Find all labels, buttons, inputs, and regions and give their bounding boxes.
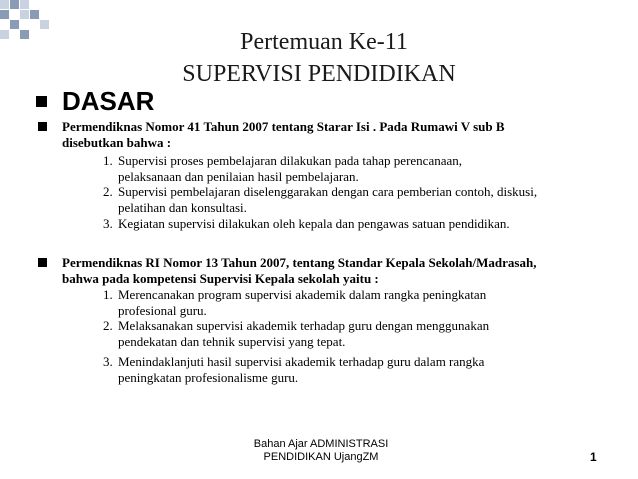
bullet2-item: 1. Merencanakan program supervisi akademik dalam rangka peningkatan profesional guru.: [103, 287, 487, 318]
square-bullet-icon: [38, 258, 47, 267]
square-bullet-icon: [36, 96, 47, 107]
bullet1-item: 1. Supervisi proses pembelajaran dilakukan pada tahap perencanaan, pelaksanaan dan penilaian hasil pembelajaran.: [103, 153, 462, 184]
slide-title-line2: SUPERVISI PENDIDIKAN: [182, 61, 456, 87]
bullet2-item: 2. Melaksanakan supervisi akademik terhadap guru dengan menggunakan pendekatan dan tehnik supervisi yang tepat.: [103, 318, 490, 349]
bullet2-item: 3. Menindaklanjuti hasil supervisi akademik terhadap guru dalam rangka peningkatan profesionalisme guru.: [103, 354, 485, 385]
page-number: 1: [590, 450, 597, 464]
bullet1-item: 3. Kegiatan supervisi dilakukan oleh kepala dan pengawas satuan pendidikan.: [103, 216, 510, 231]
slide-footer: Bahan Ajar ADMINISTRASI PENDIDIKAN UjangZM: [253, 438, 389, 463]
bullet2-text: Permendiknas RI Nomor 13 Tahun 2007, tentang Standar Kepala Sekolah/Madrasah, bahwa pada kompetensi Supervisi Kepala sekolah yaitu :: [62, 255, 537, 286]
slide-title-line1: Pertemuan Ke-11: [240, 29, 408, 55]
section-heading: DASAR: [62, 86, 155, 116]
bullet1-text: Permendiknas Nomor 41 Tahun 2007 tentang Starar Isi . Pada Rumawi V sub B disebutkan bahwa :: [62, 119, 505, 150]
bullet1-item: 2. Supervisi pembelajaran diselenggarakan dengan cara pemberian contoh, diskusi, pelatihan dan konsultasi.: [103, 184, 538, 215]
square-bullet-icon: [38, 122, 47, 131]
